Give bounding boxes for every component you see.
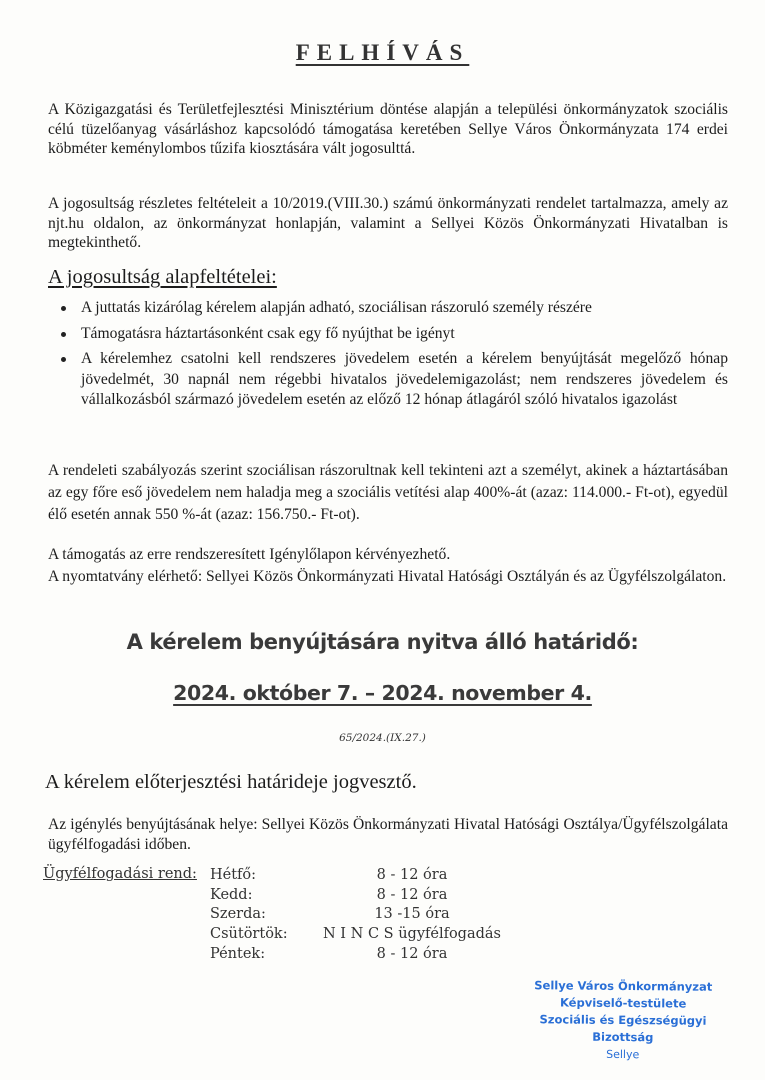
time-value: 8 - 12 óra — [376, 945, 448, 962]
stamp-city: Sellye — [606, 1047, 640, 1062]
office-hours-row — [210, 886, 502, 906]
time-value: 8 - 12 óra — [376, 886, 448, 903]
time-value: N I N C S ügyfélfogadás — [323, 926, 501, 943]
office-hours-row — [210, 945, 502, 965]
day-label: Péntek: — [210, 945, 266, 962]
deadline-dates-text: 2024. október 7. – 2024. november 4. — [173, 681, 592, 705]
conditions-heading: A jogosultság alapfeltételei: — [48, 266, 277, 288]
deadline-heading: A kérelem benyújtására nyitva álló határidő: — [126, 630, 639, 654]
document-title — [0, 40, 765, 66]
time-value: 13 -15 óra — [374, 906, 450, 923]
day-label: Kedd: — [210, 886, 253, 903]
stamp-line: Képviselő-testülete — [559, 995, 687, 1011]
eligibility-rule-paragraph: A rendeleti szabályozás szerint szociálisan rászorultnak kell tekinteni azt a személyt, akinek a háztartásában az egy főre eső jövedelem nem haladja meg a szociális vetítési alap 400%-át (azaz: 114.000.- Ft-ot), egyedül élő esetén annak 550 %-át (azaz: 156.750.- Ft-ot). — [48, 462, 728, 523]
deadline-dates — [0, 681, 765, 705]
title-text: FELHÍVÁS — [295, 40, 470, 65]
day-label: Szerda: — [210, 906, 266, 923]
submission-place-paragraph: Az igénylés benyújtásának helye: Sellyei Közös Önkormányzati Hivatal Hatósági Osztálya/Ügyfélszolgálata ügyfélfogadási időben. — [48, 816, 728, 853]
office-hours-row — [210, 866, 502, 886]
office-hours-label: Ügyfélfogadási rend: — [43, 866, 197, 882]
intro-paragraph: A Közigazgatási és Területfejlesztési Minisztérium döntése alapján a települési önkormányzatok szociális célú tüzelőanyag vásárláshoz kapcsolódó támogatása keretében Sellye Város Önkormányzata 174 erdei köbméter keménylombos tűzifa kiosztására vált jogosulttá. — [48, 101, 728, 157]
form-info-line2: A nyomtatvány elérhető: Sellyei Közös Önkormányzati Hivatal Hatósági Osztályán és az Ügyfélszolgálaton. — [48, 568, 727, 585]
regulation-paragraph: A jogosultság részletes feltételeit a 10/2019.(VIII.30.) számú önkormányzati rendelet tartalmazza, amely az njt.hu oldalon, az önkormányzat honlapján, valamint a Sellyei Közös Önkormányzati Hivatalban is megtekinthető. — [48, 195, 728, 251]
office-hours-row — [210, 925, 502, 945]
stamp-line: Sellye Város Önkormányzat — [534, 978, 713, 994]
time-value: 8 - 12 óra — [376, 867, 448, 883]
conditions-list — [58, 298, 728, 416]
office-hours-table — [210, 866, 502, 965]
condition-item: A juttatás kizárólag kérelem alapján adható, szociálisan rászoruló személy részére — [58, 298, 728, 319]
office-hours-row — [210, 905, 502, 925]
condition-item: Támogatásra háztartásonként csak egy fő nyújthat be igényt — [58, 324, 728, 345]
condition-item: A kérelemhez csatolni kell rendszeres jövedelem esetén a kérelem benyújtását megelőző hónap jövedelmét, 30 napnál nem régebbi hivatalos jövedelemigazolást; nem rendszeres jövedelem és vállalkozásból származó jövedelem esetén az előző 12 hónap átlagáról szóló hivatalos igazolást — [58, 349, 728, 411]
day-label: Csütörtök: — [210, 926, 288, 943]
form-info-line1: A támogatás az erre rendszeresített Igénylőlapon kérvényezhető. — [48, 546, 451, 563]
day-label: Hétfő: — [210, 867, 257, 883]
decision-reference: 65/2024.(IX.27.) — [339, 732, 426, 744]
stamp-line: Szociális és Egészségügyi Bizottság — [539, 1012, 707, 1045]
forfeiture-note: A kérelem előterjesztési határideje jogvesztő. — [45, 771, 417, 793]
official-stamp — [508, 977, 739, 1064]
